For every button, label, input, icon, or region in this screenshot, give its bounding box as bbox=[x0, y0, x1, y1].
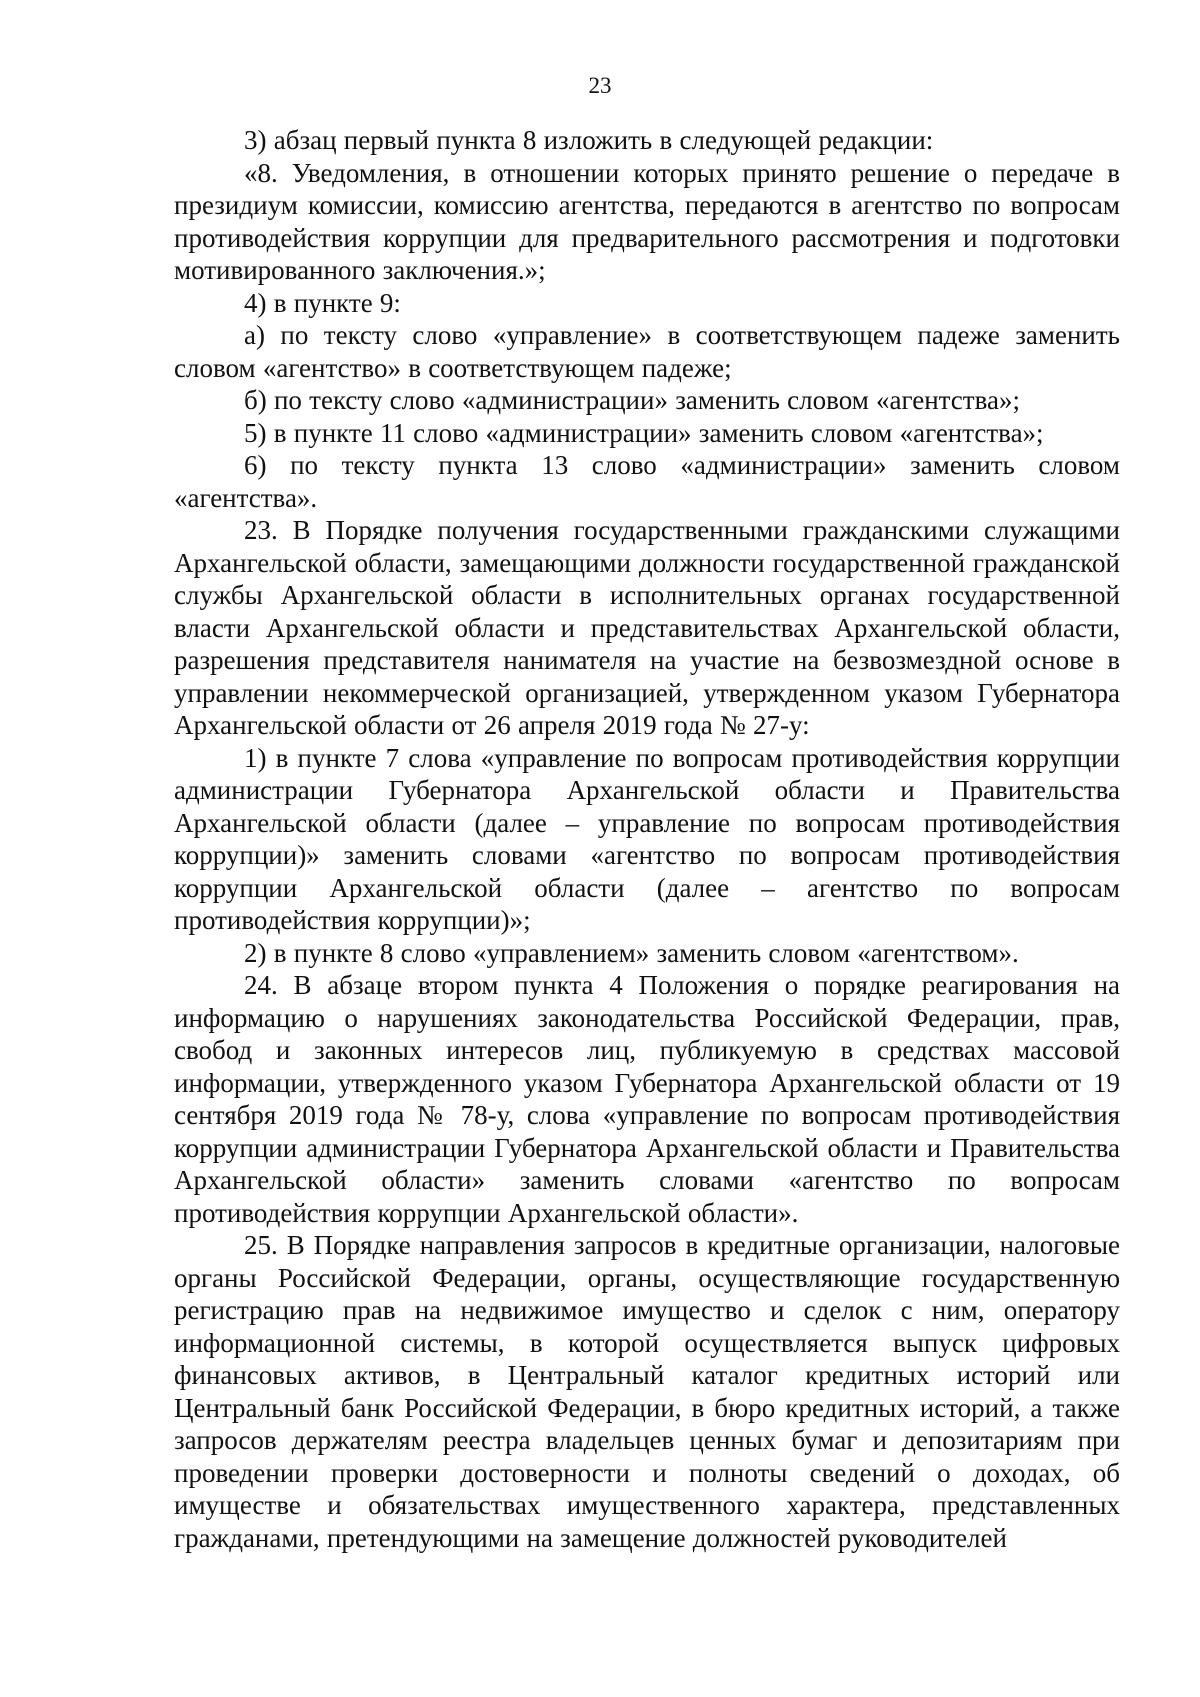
paragraph-subitem-a: а) по тексту слово «управление» в соответствующем падеже заменить словом «агентство» в соответствующем падеже; bbox=[174, 320, 1120, 383]
paragraph-item-5: 5) в пункте 11 слово «администрации» заменить словом «агентства»; bbox=[244, 417, 1044, 448]
paragraph-item-4: 4) в пункте 9: bbox=[244, 287, 401, 318]
paragraph-section-23-item-1: 1) в пункте 7 слова «управление по вопросам противодействия коррупции администрации Губернатора Архангельской области и Правительства Архангельской области (далее – управление по вопросам противодействия коррупции)» заменить словами «агентство по вопросам противодействия коррупции Архангельской области (далее – агентство по вопросам противодействия коррупции)»; bbox=[174, 742, 1120, 935]
paragraph-section-23-item-2: 2) в пункте 8 слово «управлением» заменить словом «агентством». bbox=[244, 937, 1019, 968]
paragraph-section-25: 25. В Порядке направления запросов в кредитные организации, налоговые органы Российской Федерации, органы, осуществляющие государственную регистрацию прав на недвижимое имущество и сделок с ним, оператору информационной системы, в которой осуществляется выпуск цифровых финансовых активов, в Центральный каталог кредитных историй или Центральный банк Российской Федерации, в бюро кредитных историй, а также запросов держателям реестра владельцев ценных бумаг и депозитариям при проведении проверки достоверности и полноты сведений о доходах, об имуществе и обязательствах имущественного характера, представленных гражданами, претендующими на замещение должностей руководителей bbox=[174, 1230, 1120, 1553]
paragraph-section-24: 24. В абзаце втором пункта 4 Положения о порядке реагирования на информацию о нарушениях законодательства Российской Федерации, прав, свобод и законных интересов лиц, публикуемую в средствах массовой информации, утвержденного указом Губернатора Архангельской области от 19 сентября 2019 года № 78-у, слова «управление по вопросам противодействия коррупции администрации Губернатора Архангельской области и Правительства Архангельской области» заменить словами «агентство по вопросам противодействия коррупции Архангельской области». bbox=[174, 970, 1120, 1228]
paragraph-subitem-b: б) по тексту слово «администрации» заменить словом «агентства»; bbox=[244, 385, 1020, 415]
page-number: 23 bbox=[588, 73, 612, 98]
paragraph-section-23: 23. В Порядке получения государственными гражданскими служащими Архангельской области, замещающими должности государственной гражданской службы Архангельской области в исполнительных органах государственной власти Архангельской области и представительствах Архангельской области, разрешения представителя нанимателя на участие на безвозмездной основе в управлении некоммерческой организацией, утвержденном указом Губернатора Архангельской области от 26 апреля 2019 года № 27-у: bbox=[174, 515, 1120, 740]
document-body bbox=[174, 124, 1120, 1554]
paragraph-item-6: 6) по тексту пункта 13 слово «администрации» заменить словом «агентства». bbox=[174, 450, 1120, 513]
paragraph-quoted-item-8: «8. Уведомления, в отношении которых принято решение о передаче в президиум комиссии, комиссию агентства, передаются в агентство по вопросам противодействия коррупции для предварительного рассмотрения и подготовки мотивированного заключения.»; bbox=[174, 157, 1120, 285]
paragraph-item-3: 3) абзац первый пункта 8 изложить в следующей редакции: bbox=[244, 125, 934, 155]
